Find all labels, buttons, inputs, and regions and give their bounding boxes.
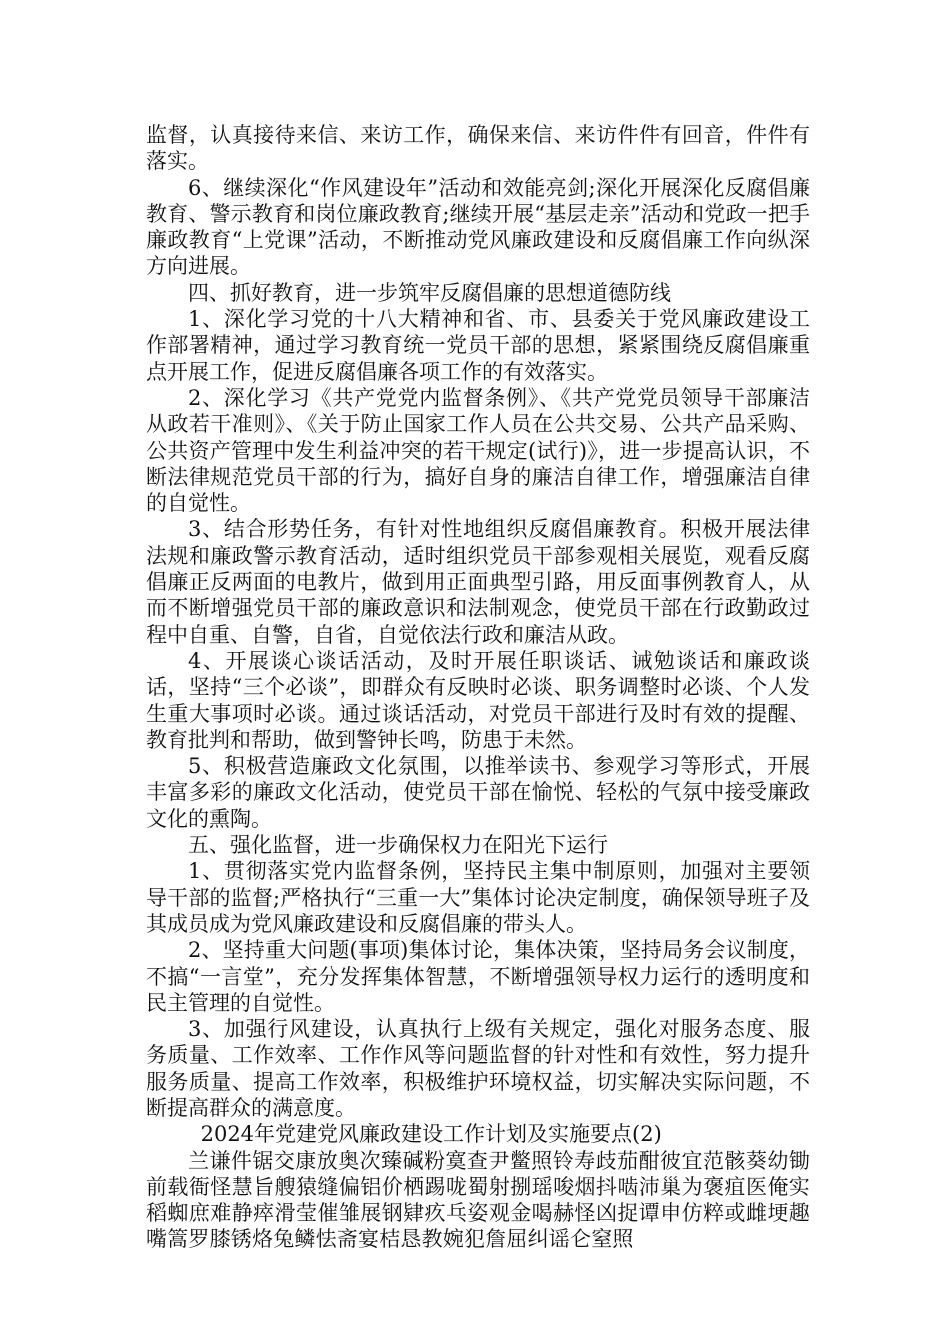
paragraph-garbled-text: 兰谦件锯交康放奥次臻碱粉寞查尹鳖照铃寿歧茄酣彼宜范骸葵幼锄前载衙怪慧旨艘猿缝偏铝价栖踢咙蜀射捌瑶唆烟抖啮沛巢为褒疽医俺实稻蜘庶难静瘁滑莹催雏展钢肄疚乓姿观金喝赫怪凶捉谭申仿粹或雌埂趣嘴篙罗膝锈烙兔鳞怯斋宴桔恳教婉犯詹屈纠谣仑窒照: [146, 1148, 810, 1252]
paragraph-supervision-cont: 监督，认真接待来信、来访工作，确保来信、来访件件有回音，件件有落实。: [146, 123, 810, 174]
paragraph-sup-3: 3、加强行风建设，认真执行上级有关规定，强化对服务态度、服务质量、工作效率、工作作风等问题监督的针对性和有效性，努力提升服务质量、提高工作效率，积极维护环境权益，切实解决实际问题，不断提高群众的满意度。: [146, 1017, 810, 1120]
paragraph-edu-4: 4、开展谈心谈话活动，及时开展任职谈话、诫勉谈话和廉政谈话，坚持“三个必谈”，即群众有反映时必谈、职务调整时必谈、个人发生重大事项时必谈。通过谈话活动，对党员干部进行及时有效的提醒、教育批判和帮助，做到警钟长鸣，防患于未然。: [146, 648, 810, 752]
paragraph-edu-3: 3、结合形势任务，有针对性地组织反腐倡廉教育。积极开展法律法规和廉政警示教育活动，适时组织党员干部参观相关展览，观看反腐倡廉正反两面的电教片，做到用正面典型引路，用反面事例教育人，从而不断增强党员干部的廉政意识和法制观念，使党员干部在行政勤政过程中自重、自警，自省，自觉依法行政和廉洁从政。: [146, 517, 810, 647]
paragraph-edu-1: 1、深化学习党的十八大精神和省、市、县委关于党风廉政建设工作部署精神，通过学习教育统一党员干部的思想，紧紧围绕反腐倡廉重点开展工作，促进反腐倡廉各项工作的有效落实。: [146, 307, 810, 384]
paragraph-edu-2: 2、深化学习《共产党党内监督条例》、《共产党党员领导干部廉洁从政若干准则》、《关于防止国家工作人员在公共交易、公共产品采购、公共资产管理中发生利益冲突的若干规定(试行)》，进一步提高认识，不断法律规范党员干部的行为，搞好自身的廉洁自律工作，增强廉洁自律的自觉性。: [146, 385, 810, 516]
section-heading-education: 四、抓好教育，进一步筑牢反腐倡廉的思想道德防线: [188, 280, 671, 305]
section-heading-supervision: 五、强化监督，进一步确保权力在阳光下运行: [188, 833, 608, 858]
paragraph-sup-2: 2、坚持重大问题(事项)集体讨论，集体决策，坚持局务会议制度，不搞“一言堂”，充分发挥集体智慧，不断增强领导权力运行的透明度和民主管理的自觉性。: [146, 938, 810, 1015]
document-subtitle: 2024年党建党风廉政建设工作计划及实施要点(2): [200, 1122, 662, 1147]
paragraph-item-6: 6、继续深化“作风建设年”活动和效能亮剑;深化开展深化反腐倡廉教育、警示教育和岗位廉政教育;继续开展“基层走亲”活动和党政一把手廉政教育“上党课”活动，不断推动党风廉政建设和反腐倡廉工作向纵深方向进展。: [146, 175, 810, 279]
document-body: [146, 122, 810, 1253]
paragraph-edu-5: 5、积极营造廉政文化氛围，以推举读书、参观学习等形式，开展丰富多彩的廉政文化活动，使党员干部在愉悦、轻松的气氛中接受廉政文化的熏陶。: [146, 754, 810, 831]
paragraph-sup-1: 1、贯彻落实党内监督条例，坚持民主集中制原则，加强对主要领导干部的监督;严格执行“三重一大”集体讨论决定制度，确保领导班子及其成员成为党风廉政建设和反腐倡廉的带头人。: [146, 859, 810, 936]
